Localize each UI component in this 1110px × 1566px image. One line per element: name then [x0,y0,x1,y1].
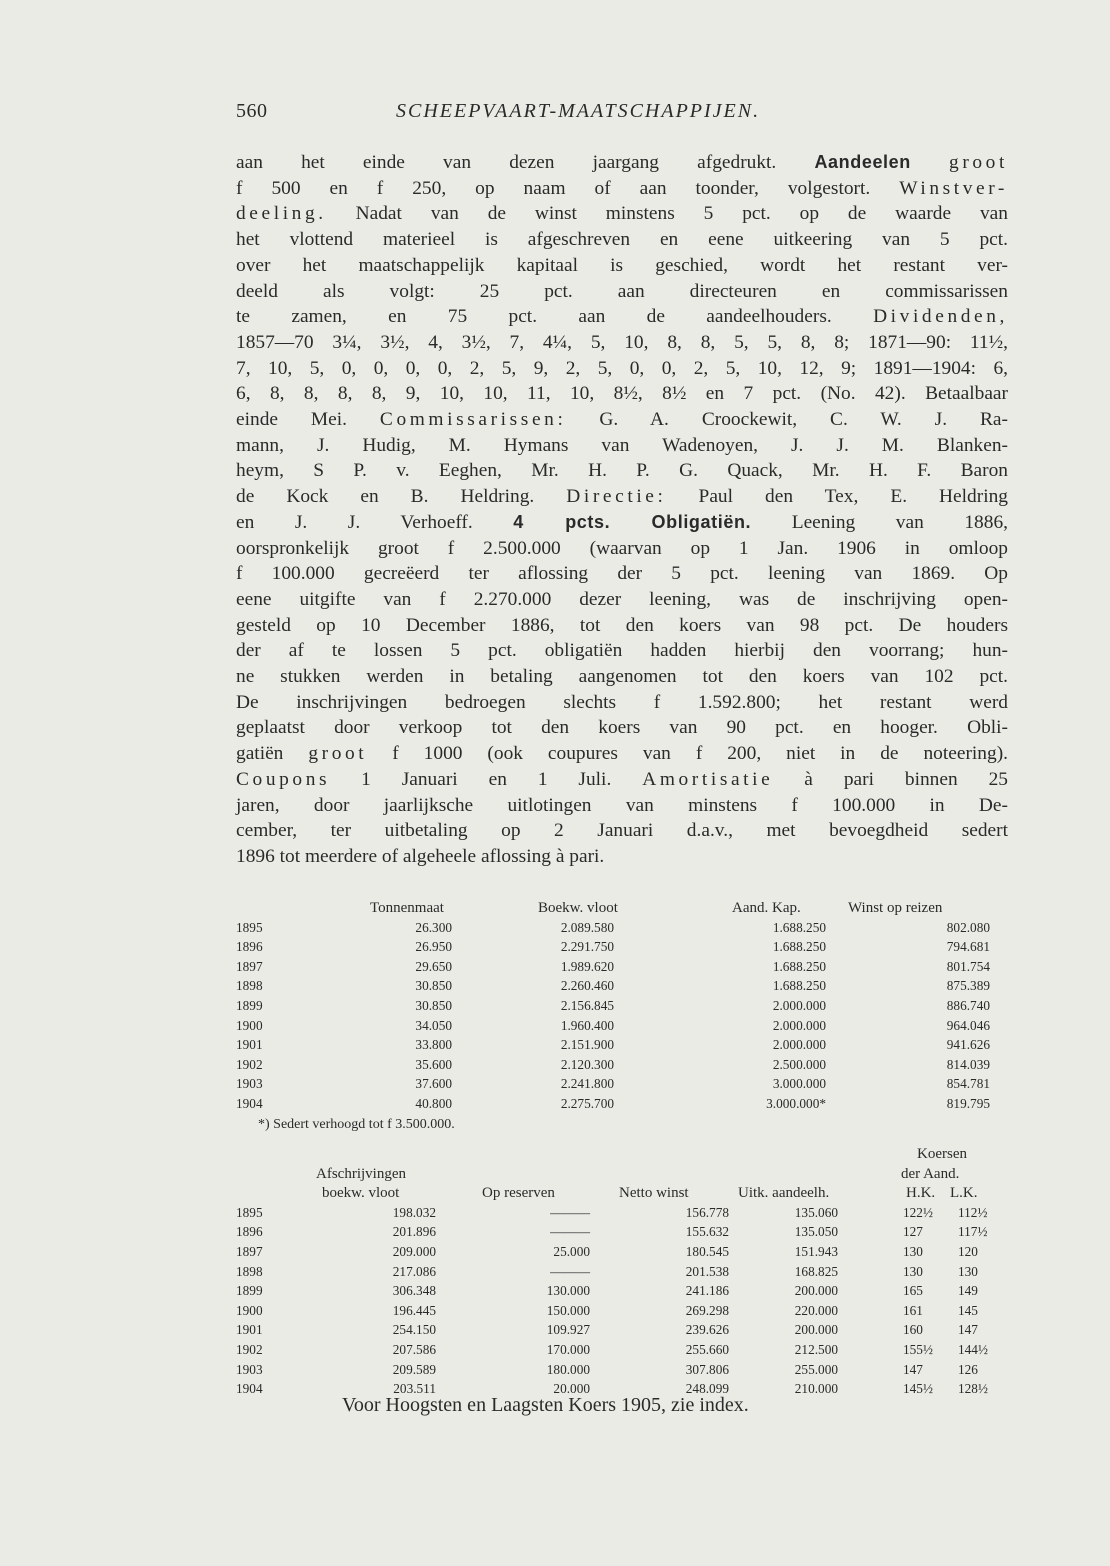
table-cell: 135.050 [794,1224,838,1240]
table-row [236,1283,1004,1303]
text-line: 6, 8, 8, 8, 8, 9, 10, 10, 11, 10, 8½, 8½ en 7 pct. (No. 42). Betaalbaar [236,383,1008,405]
text-span: 1 Januari en 1 Juli. [361,768,612,790]
table-cell: 147 [903,1361,923,1377]
table-cell: 130 [903,1263,923,1279]
text-line [236,510,1008,536]
text-span: Leening van 1886, [791,511,1008,533]
year-cell: 1896 [236,1224,263,1240]
table-cell: 2.260.460 [560,978,614,994]
column-header: L.K. [950,1185,978,1202]
table-cell: 117½ [958,1224,988,1240]
table-cell: 145½ [903,1381,933,1397]
table-cell: 255.660 [685,1341,729,1357]
table-cell: 112½ [958,1204,988,1220]
table-cell: 200.000 [794,1283,838,1299]
text-span: G. A. Croockewit, C. W. J. Ra- [599,409,1008,431]
text-line: der af te lossen 5 pct. obligatiën hadden hierbij den voorrang; hun- [236,640,1008,662]
table-cell: 1.960.400 [560,1017,614,1033]
year-cell: 1898 [236,1263,263,1279]
year-cell: 1897 [236,958,263,974]
table-cell: 220.000 [794,1302,838,1318]
table-cell: 819.795 [946,1095,990,1111]
table-header-row [236,1166,1004,1186]
table-cell: 269.298 [685,1302,729,1318]
table-cell: 307.806 [685,1361,729,1377]
table-cell: 149 [958,1283,978,1299]
table-cell: 248.099 [685,1381,729,1397]
table-cell: ——— [550,1263,590,1279]
year-cell: 1896 [236,939,263,955]
table-row [236,1037,1004,1057]
text-line [236,304,1008,330]
table-cell: 212.500 [794,1341,838,1357]
table-row [236,1342,1004,1362]
text-line: eene uitgifte van f 2.270.000 dezer leening, was de inschrijving open- [236,588,1008,610]
table-cell: 217.086 [392,1263,436,1279]
section-heading-commissarissen: Commissarissen: [379,409,567,431]
column-header: Op reserven [482,1185,555,1202]
section-heading-aandeelen: Aandeelen [814,152,911,172]
table-cell: 198.032 [392,1204,436,1220]
table-cell: 2.241.800 [560,1076,614,1092]
table-cell: 150.000 [546,1302,590,1318]
table-body [236,920,1004,1116]
table-cell: 151.943 [794,1243,838,1259]
text-span: einde Mei. [236,409,347,431]
text-span: deeling. [236,203,327,225]
table-cell: 3.000.000* [766,1095,826,1111]
text-span: en J. J. Verhoeff. [236,511,473,533]
table-body [236,1205,1004,1401]
table-cell: ——— [550,1204,590,1220]
table-cell: 1.688.250 [772,958,826,974]
table-cell: 814.039 [946,1056,990,1072]
text-line [236,176,1008,202]
year-cell: 1899 [236,997,263,1013]
text-span: groot [308,743,368,765]
table-cell: 1.688.250 [772,978,826,994]
year-cell: 1901 [236,1322,263,1338]
table-cell: 3.000.000 [772,1076,826,1092]
table-cell: 37.600 [415,1076,452,1092]
table-row [236,939,1004,959]
table-cell: 203.511 [393,1381,436,1397]
table-cell: 20.000 [553,1381,590,1397]
text-line: over het maatschappelijk kapitaal is geschied, wordt het restant ver- [236,254,1008,276]
table-row [236,1057,1004,1077]
table-cell: 2.000.000 [772,1017,826,1033]
text-line: ne stukken werden in betaling aangenomen tot den koers van 102 pct. [236,666,1008,688]
table-cell: 122½ [903,1204,933,1220]
section-heading-obligatien: 4 pcts. Obligatiën. [513,511,752,532]
table-cell: 127 [903,1224,923,1240]
table-cell: 2.156.845 [560,997,614,1013]
table-row [236,1018,1004,1038]
column-header: H.K. [906,1185,936,1202]
table-cell: 145 [958,1302,978,1318]
table-row [236,1264,1004,1284]
year-cell: 1903 [236,1361,263,1377]
table-cell: 964.046 [946,1017,990,1033]
table-cell: 239.626 [685,1322,729,1338]
table-cell: 941.626 [946,1037,990,1053]
column-header: Aand. Kap. [732,900,801,916]
text-line [236,201,1008,227]
table-row [236,1244,1004,1264]
table-cell: ——— [550,1224,590,1240]
text-span: f 1000 (ook coupures van f 200, niet in de noteering). [392,743,1008,765]
closing-note: Voor Hoogsten en Laagsten Koers 1905, zie index. [342,1394,749,1416]
table-cell: 2.000.000 [772,997,826,1013]
table-cell: 25.000 [553,1243,590,1259]
text-span: groot [949,152,1008,173]
year-cell: 1902 [236,1341,263,1357]
column-header: Boekw. vloot [538,900,618,916]
table-cell: 207.586 [392,1341,436,1357]
section-heading-amortisatie: Amortisatie [642,768,774,790]
year-cell: 1898 [236,978,263,994]
table-row [236,1224,1004,1244]
text-span: Paul den Tex, E. Heldring [698,486,1008,508]
table-cell: 1.688.250 [772,919,826,935]
table-cell: 306.348 [392,1283,436,1299]
table-cell: 165 [903,1283,923,1299]
section-heading-coupons: Coupons [236,768,331,790]
text-line: heym, S P. v. Eeghen, Mr. H. P. G. Quack, Mr. H. F. Baron [236,460,1008,482]
table-cell: 209.000 [392,1243,436,1259]
text-line: het vlottend materieel is afgeschreven en eene uitkeering van 5 pct. [236,229,1008,251]
section-heading-dividenden: Dividenden, [873,306,1008,328]
table-header-row [236,900,1004,920]
column-header: der Aand. [901,1165,960,1182]
table-cell: 128½ [958,1381,988,1397]
table-cell: 1.989.620 [560,958,614,974]
table-cell: 126 [958,1361,978,1377]
text-span: gatiën [236,743,284,765]
text-span: aan het einde van dezen jaargang afgedrukt. [236,152,777,173]
table-cell: 201.538 [685,1263,729,1279]
text-line: De inschrijvingen bedroegen slechts f 1.592.800; het restant werd [236,691,1008,713]
text-line: oorspronkelijk groot f 2.500.000 (waarvan op 1 Jan. 1906 in omloop [236,537,1008,559]
table-row [236,959,1004,979]
table-row [236,1303,1004,1323]
table-cell: 2.500.000 [772,1056,826,1072]
table-cell: 161 [903,1302,923,1318]
table-cell: 875.389 [946,978,990,994]
column-header: Netto winst [619,1185,689,1202]
text-line [236,741,1008,767]
table-row [236,920,1004,940]
year-cell: 1904 [236,1381,263,1397]
table-row [236,1076,1004,1096]
table-cell: 155½ [903,1341,933,1357]
table-cell: 2.275.700 [560,1095,614,1111]
table-row [236,1205,1004,1225]
text-span: f 500 en f 250, op naam of aan toonder, volgestort. [236,177,871,199]
table-cell: 33.800 [415,1037,452,1053]
table-cell: 209.589 [392,1361,436,1377]
table-cell: 2.151.900 [560,1037,614,1053]
year-cell: 1900 [236,1017,263,1033]
table-cell: 26.300 [415,919,452,935]
table-row [236,978,1004,998]
year-cell: 1903 [236,1076,263,1092]
table-cell: 147 [958,1322,978,1338]
column-header: boekw. vloot [322,1185,400,1202]
table-cell: 254.150 [392,1322,436,1338]
text-line [236,150,1008,176]
text-line: jaren, door jaarlijksche uitlotingen van minstens f 100.000 in De- [236,794,1008,816]
section-heading-winstverdeeling: Winstver- [899,177,1008,199]
table-cell: 180.000 [546,1361,590,1377]
text-line: 1896 tot meerdere of algeheele aflossing à pari. [236,845,605,867]
table-cell: 35.600 [415,1056,452,1072]
year-cell: 1897 [236,1243,263,1259]
table-cell: 201.896 [392,1224,436,1240]
table-cell: 854.781 [946,1076,990,1092]
table-cell: 40.800 [415,1095,452,1111]
year-cell: 1901 [236,1037,263,1053]
table-cell: 130.000 [546,1283,590,1299]
table-cell: 196.445 [392,1302,436,1318]
text-line [236,407,1008,433]
table-cell: 156.778 [685,1204,729,1220]
column-header: Tonnenmaat [370,900,444,916]
table-cell: 210.000 [794,1381,838,1397]
text-line: geplaatst door verkoop tot den koers van 90 pct. en hooger. Obli- [236,717,1008,739]
text-span: à pari binnen 25 [804,768,1008,790]
table-cell: 30.850 [415,997,452,1013]
table-cell: 29.650 [415,958,452,974]
text-line [236,767,1008,793]
table-cell: 144½ [958,1341,988,1357]
table-row [236,1362,1004,1382]
running-title: SCHEEPVAART-MAATSCHAPPIJEN. [396,100,761,122]
text-line: cember, ter uitbetaling op 2 Januari d.a.v., met bevoegdheid sedert [236,820,1008,842]
column-header: Uitk. aandeelh. [738,1185,830,1202]
text-line: gesteld op 10 December 1886, tot den koers van 98 pct. De houders [236,614,1008,636]
table-cell: 130 [958,1263,978,1279]
text-line: 1857—70 3¼, 3½, 4, 3½, 7, 4¼, 5, 10, 8, 8, 5, 5, 8, 8; 1871—90: 11½, [236,331,1008,353]
table-cell: 801.754 [946,958,990,974]
table-cell: 26.950 [415,939,452,955]
year-cell: 1899 [236,1283,263,1299]
table-cell: 135.060 [794,1204,838,1220]
table-cell: 2.000.000 [772,1037,826,1053]
table-row [236,1096,1004,1116]
table-row [236,998,1004,1018]
table-cell: 241.186 [685,1283,729,1299]
year-cell: 1895 [236,919,263,935]
table-cell: 2.291.750 [560,939,614,955]
year-cell: 1895 [236,1204,263,1220]
table-header-row [236,1185,1004,1205]
text-line: 7, 10, 5, 0, 0, 0, 0, 2, 5, 9, 2, 5, 0, 0, 2, 5, 10, 12, 9; 1891—1904: 6, [236,357,1008,379]
table-cell: 155.632 [685,1224,729,1240]
table-cell: 200.000 [794,1322,838,1338]
table-cell: 794.681 [946,939,990,955]
column-header: Winst op reizen [848,900,943,916]
table-cell: 802.080 [946,919,990,935]
table-cell: 168.825 [794,1263,838,1279]
table-cell: 120 [958,1243,978,1259]
table-cell: 130 [903,1243,923,1259]
text-line: mann, J. Hudig, M. Hymans van Wadenoyen, J. J. M. Blanken- [236,434,1008,456]
text-line: f 100.000 gecreëerd ter aflossing der 5 pct. leening van 1869. Op [236,563,1008,585]
table-cell: 109.927 [546,1322,590,1338]
footnote: *) Sedert verhoogd tot f 3.500.000. [258,1117,455,1132]
table-cell: 30.850 [415,978,452,994]
table-cell: 2.120.300 [560,1056,614,1072]
table-cell: 886.740 [946,997,990,1013]
text-span: te zamen, en 75 pct. aan de aandeelhouders. [236,306,832,328]
column-header: Koersen [917,1146,967,1162]
table-row [236,1322,1004,1342]
table-cell: 160 [903,1322,923,1338]
page-number: 560 [236,100,268,122]
table-cell: 255.000 [794,1361,838,1377]
table-cell: 1.688.250 [772,939,826,955]
table-cell: 170.000 [546,1341,590,1357]
financial-table-2 [236,1146,1004,1401]
section-heading-directie: Directie: [566,486,667,508]
table-header-row [236,1146,1004,1166]
text-span: Nadat van de winst minstens 5 pct. op de waarde van [355,203,1008,225]
year-cell: 1904 [236,1095,263,1111]
table-cell: 34.050 [415,1017,452,1033]
table-cell: 180.545 [685,1243,729,1259]
table-cell: 2.089.580 [560,919,614,935]
year-cell: 1900 [236,1302,263,1318]
text-line: deeld als volgt: 25 pct. aan directeuren en commissarissen [236,280,1008,302]
column-header: Afschrijvingen [316,1165,406,1182]
year-cell: 1902 [236,1056,263,1072]
financial-table-1 [236,900,1004,1116]
body-paragraph [236,150,1008,870]
text-line [236,484,1008,510]
text-span: de Kock en B. Heldring. [236,486,535,508]
